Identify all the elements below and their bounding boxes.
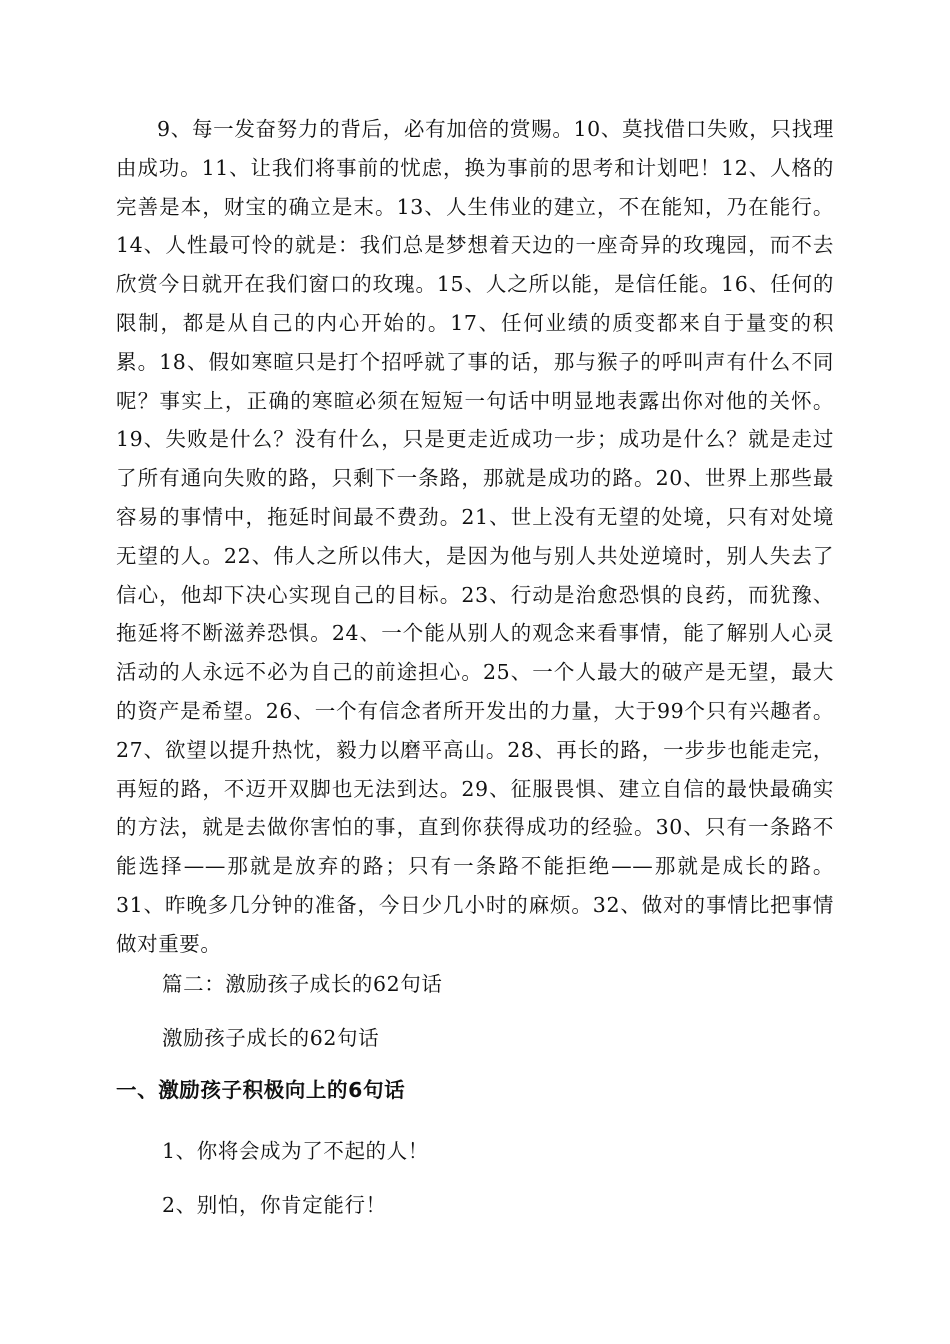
body-paragraph: 9、每一发奋努力的背后，必有加倍的赏赐。10、莫找借口失败，只找理由成功。11、让我们将事前的忧虑，换为事前的思考和计划吧！12、人格的完善是本，财宝的确立是末。13、人生伟业的建立，不在能知，乃在能行。14、人性最可怜的就是：我们总是梦想着天边的一座奇异的玫瑰园，而不去欣赏今日就开在我们窗口的玫瑰。15、人之所以能，是信任能。16、任何的限制，都是从自己的内心开始的。17、任何业绩的质变都来自于量变的积累。18、假如寒暄只是打个招呼就了事的话，那与猴子的呼叫声有什么不同呢？事实上，正确的寒暄必须在短短一句话中明显地表露出你对他的关怀。19、失败是什么？没有什么，只是更走近成功一步；成功是什么？就是走过了所有通向失败的路，只剩下一条路，那就是成功的路。20、世界上那些最容易的事情中，拖延时间最不费劲。21、世上没有无望的处境，只有对处境无望的人。22、伟人之所以伟大，是因为他与别人共处逆境时，别人失去了信心，他却下决心实现自己的目标。23、行动是治愈恐惧的良药，而犹豫、拖延将不断滋养恐惧。24、一个能从别人的观念来看事情，能了解别人心灵活动的人永远不必为自己的前途担心。25、一个人最大的破产是无望，最大的资产是希望。26、一个有信念者所开发出的力量，大于99个只有兴趣者。27、欲望以提升热忱，毅力以磨平高山。28、再长的路，一步步也能走完，再短的路，不迈开双脚也无法到达。29、征服畏惧、建立自信的最快最确实的方法，就是去做你害怕的事，直到你获得成功的经验。30、只有一条路不能选择——那就是放弃的路；只有一条路不能拒绝——那就是成长的路。31、昨晚多几分钟的准备，今日少几小时的麻烦。32、做对的事情比把事情做对重要。 <box>116 117 834 956</box>
section-title: 激励孩子成长的62句话 <box>162 1026 380 1050</box>
list-item: 2、别怕，你肯定能行！ <box>162 1193 387 1217</box>
list-item: 1、你将会成为了不起的人！ <box>162 1139 429 1163</box>
heading-1: 一、激励孩子积极向上的6句话 <box>116 1078 406 1102</box>
section-label: 篇二：激励孩子成长的62句话 <box>162 972 443 996</box>
